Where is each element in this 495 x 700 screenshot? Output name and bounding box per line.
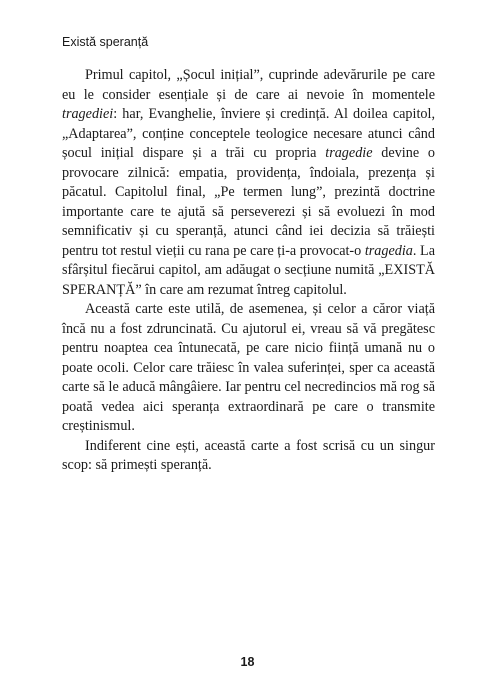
italic-text: tragedia [364,242,413,259]
italic-text: tragediei [62,106,114,122]
paragraph [62,66,435,300]
text-run: devine o provocare zilnică: empatia, providența, îndoiala, prezența și păcatul. Capitolul final, „Pe termen lung”, prezintă doctrine importante care te ajută să perseverezi și să evoluezi în mod semnificativ și cu speranță, atunci când iei decizia să trăiești pentru tot restul vieții cu rana pe care ți-a provocat-o [62,145,435,259]
paragraph [62,437,435,476]
text-run: . La sfârșitul fiecărui capitol, am adăugat o secțiune numită „EXISTĂ SPERANȚĂ” în care am rezumat întreg capitolul. [62,242,435,298]
text-run: Indiferent cine ești, această carte a fost scrisă cu un singur scop: să primești speranță. [62,437,435,473]
text-run: Primul capitol, „Șocul inițial”, cuprinde adevărurile pe care eu le consider esențiale și de care ai nevoie în momentele [62,67,435,103]
page-number: 18 [240,655,255,669]
text-run: Această carte este utilă, de asemenea, și celor a căror viață încă nu a fost zdruncinată. Cu ajutorul ei, vreau să vă pregătesc pentru noaptea cea întunecată, pe care nicio ființă umană nu o poate ocoli. Celor care trăiesc în valea suferinței, sper ca această carte să le aducă mângâiere. Iar pentru cel necredincios mă rog să poată vedea aici speranța extraordinară pe care o transmite creștinismul. [62,301,435,434]
body-text [62,66,435,476]
text-run: : har, Evanghelie, înviere și credință. Al doilea capitol, „Adaptarea”, conține conceptele teologice necesare atunci când șocul inițial dispare și a trăi cu propria [62,106,435,161]
paragraph [62,300,435,437]
italic-text: tragedie [325,145,373,161]
running-header-title: Există speranță [62,35,149,49]
